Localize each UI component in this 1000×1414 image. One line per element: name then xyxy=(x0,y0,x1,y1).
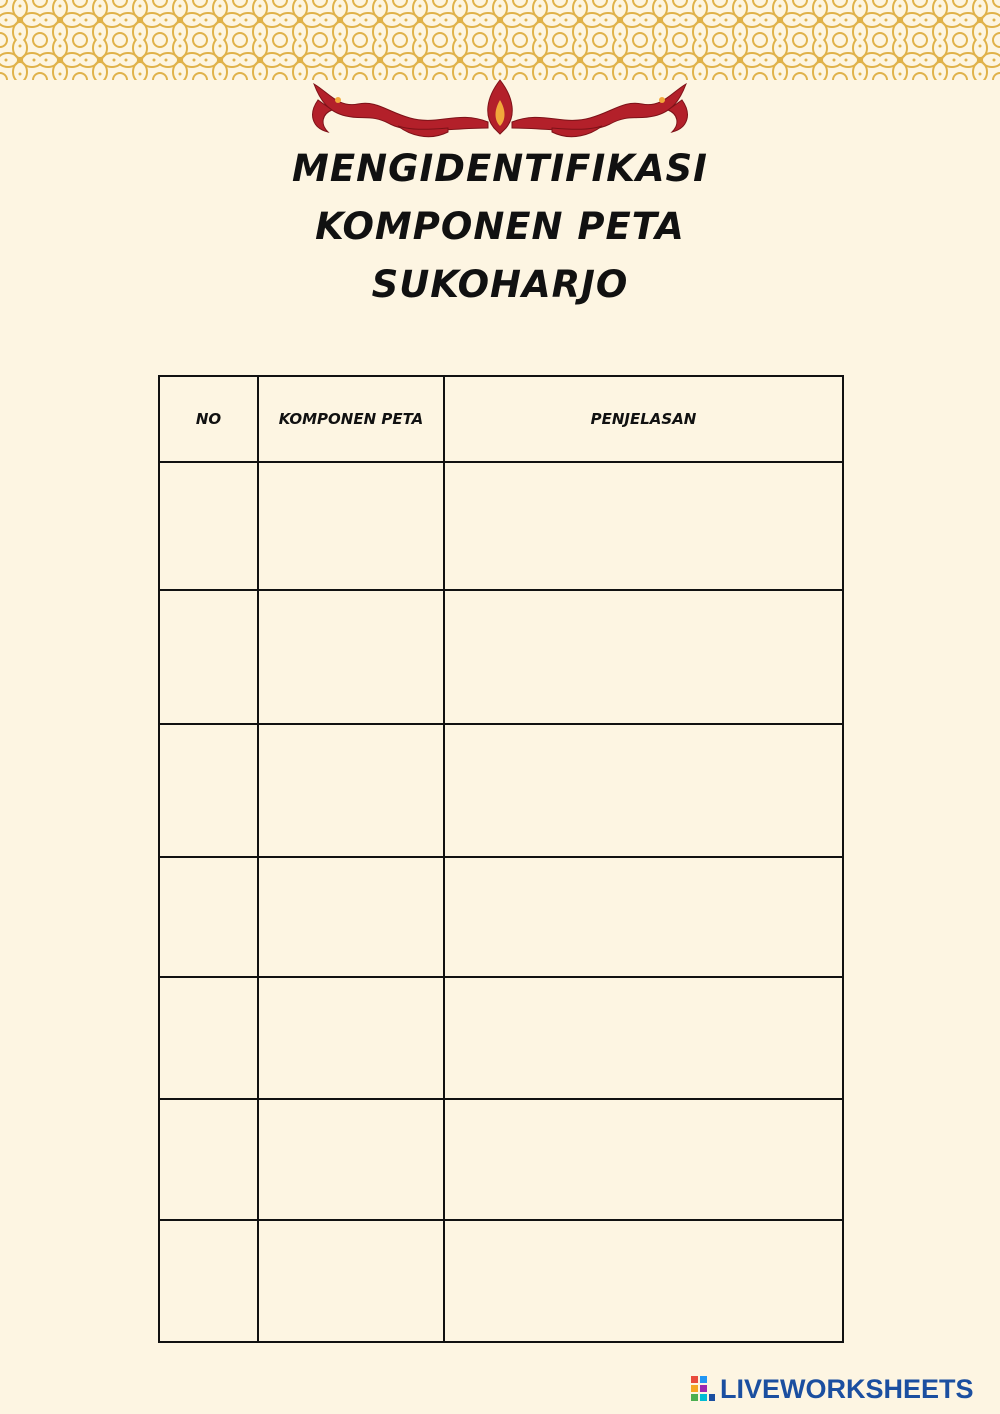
worksheet-table xyxy=(158,375,844,1343)
cell-penjelasan[interactable] xyxy=(444,977,843,1099)
cell-no[interactable] xyxy=(159,724,258,857)
cell-komponen[interactable] xyxy=(258,857,444,977)
header-penjelasan: PENJELASAN xyxy=(444,376,843,462)
cell-komponen[interactable] xyxy=(258,977,444,1099)
cell-komponen[interactable] xyxy=(258,1220,444,1342)
cell-no[interactable] xyxy=(159,1099,258,1220)
header-row xyxy=(159,376,843,462)
header-komponen-peta: KOMPONEN PETA xyxy=(258,376,444,462)
table-row xyxy=(159,462,843,590)
table-row xyxy=(159,977,843,1099)
header-no: NO xyxy=(159,376,258,462)
cell-komponen[interactable] xyxy=(258,724,444,857)
cell-komponen[interactable] xyxy=(258,1099,444,1220)
table-row xyxy=(159,857,843,977)
title-line-2: KOMPONEN PETA xyxy=(315,205,685,248)
table-row xyxy=(159,1220,843,1342)
cell-penjelasan[interactable] xyxy=(444,462,843,590)
table-row xyxy=(159,724,843,857)
cell-komponen[interactable] xyxy=(258,462,444,590)
cell-penjelasan[interactable] xyxy=(444,724,843,857)
cell-no[interactable] xyxy=(159,462,258,590)
table-row xyxy=(159,590,843,724)
cell-no[interactable] xyxy=(159,1220,258,1342)
cell-no[interactable] xyxy=(159,857,258,977)
brand-name: LIVEWORKSHEETS xyxy=(720,1373,974,1404)
cell-penjelasan[interactable] xyxy=(444,1220,843,1342)
page-title xyxy=(0,140,1000,314)
cell-no[interactable] xyxy=(159,590,258,724)
table-row xyxy=(159,1099,843,1220)
cell-penjelasan[interactable] xyxy=(444,590,843,724)
liveworksheets-brand[interactable] xyxy=(690,1372,974,1406)
title-line-3: SUKOHARJO xyxy=(371,263,629,306)
liveworksheets-logo-icon xyxy=(690,1375,716,1403)
cell-penjelasan[interactable] xyxy=(444,857,843,977)
cell-no[interactable] xyxy=(159,977,258,1099)
title-line-1: MENGIDENTIFIKASI xyxy=(292,147,708,190)
cell-penjelasan[interactable] xyxy=(444,1099,843,1220)
cell-komponen[interactable] xyxy=(258,590,444,724)
